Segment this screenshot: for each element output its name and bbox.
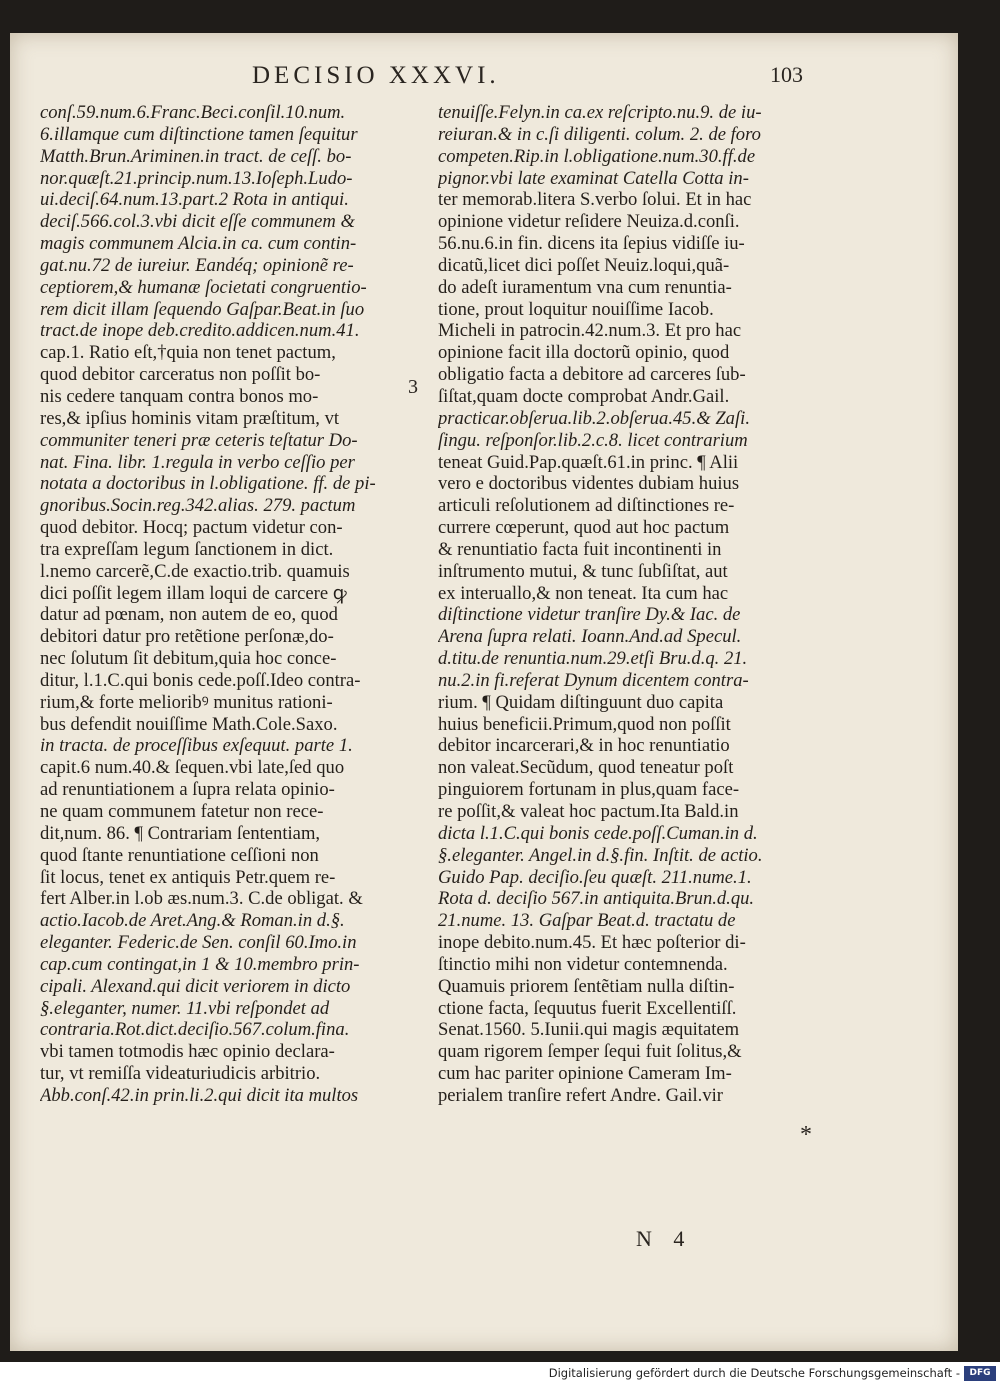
text-line: ne quam communem fatetur non rece- [40, 801, 324, 822]
text-line: 21.nume. 13. Gaſpar Beat.d. tractatu de [438, 910, 736, 932]
text-line: Quamuis priorem ſentẽtiam nulla diſtin- [438, 975, 735, 997]
text-line: fert Alber.in l.ob æs.num.3. C.de obligat. & [40, 888, 363, 910]
text-line: inſtrumento mutui, & tunc ſubſiſtat, aut [438, 560, 728, 582]
footer-bar [0, 1362, 1000, 1385]
text-line: quam rigorem ſemper ſequi fuit ſolitus,& [438, 1041, 742, 1063]
text-line: rem dicit illam ſequendo Gaſpar.Beat.in ſuo [40, 298, 365, 320]
text-line: teneat Guid.Pap.quæſt.61.in princ. ¶ Alii [438, 451, 739, 473]
text-line: obligatio facta a debitore ad carceres ſub- [438, 364, 746, 386]
text-line: articuli reſolutionem ad diſtinctiones re- [438, 495, 735, 517]
text-line: huius beneficii.Primum,quod non poſſit [438, 713, 731, 735]
text-line: ſit locus, tenet ex antiquis Petr.quem re- [40, 866, 336, 888]
text-line: Abb.conſ.42.in prin.li.2.qui dicit ita multos [40, 1084, 359, 1106]
text-line: cum hac pariter opinione Cameram Im- [438, 1063, 732, 1085]
text-line: & renuntiatio facta fuit incontinenti in [438, 538, 722, 560]
text-line: pinguiorem fortunam in plus,quam face- [438, 779, 740, 801]
text-line: dicta l.1.C.qui bonis cede.poſſ.Cuman.in d. [438, 822, 758, 844]
text-line: reiuran.& in c.ſi diligenti. colum. 2. de foro [438, 123, 761, 145]
text-line: magis communem Alcia.in ca. cum contin- [40, 233, 357, 255]
right-text-column [438, 102, 810, 1107]
text-line: nu.2.in fi.referat Dynum dicentem contra- [438, 669, 749, 691]
text-line: 56.nu.6.in fin. dicens ita ſepius vidiſſe iu- [438, 233, 745, 255]
text-line: Matth.Brun.Ariminen.in tract. de ceſſ. bo- [40, 145, 352, 167]
text-line: rium. ¶ Quidam diſtinguunt duo capita [438, 691, 724, 713]
text-line: nor.quæſt.21.princip.num.13.Ioſeph.Ludo- [40, 167, 353, 189]
text-line: ceptiorem,& humanæ ſocietati congruentio- [40, 276, 367, 298]
text-line: d.titu.de renuntia.num.29.etſi Bru.d.q. 21. [438, 648, 748, 670]
funding-notice: Digitalisierung gefördert durch die Deutsche Forschungsgemeinschaft - [548, 1366, 960, 1380]
text-line: Micheli in patrocin.42.num.3. Et pro hac [438, 320, 742, 342]
text-line: communiter teneri præ ceteris teſtatur Do- [40, 429, 358, 451]
asterisk-marker: * [800, 1122, 812, 1148]
text-line: inope debito.num.45. Et hæc poſterior di- [438, 932, 746, 954]
text-line: deciſ.566.col.3.vbi dicit eſſe communem & [40, 211, 355, 233]
text-line: vero e doctoribus videntes dubiam huius [438, 473, 740, 495]
text-line: gnoribus.Socin.reg.342.alias. 279. pactum [40, 495, 356, 517]
text-line: eleganter. Federic.de Sen. conſil 60.Imo.in [40, 932, 357, 954]
text-line: opinione videtur reſidere Neuiza.d.conſi. [438, 211, 740, 233]
text-line: pignor.vbi late examinat Catella Cotta in- [438, 167, 749, 189]
margin-note-marker: 3 [408, 376, 418, 398]
text-line: currere cœperunt, quod aut hoc pactum [438, 517, 730, 539]
text-line: contraria.Rot.dict.deciſio.567.colum.fina. [40, 1019, 350, 1041]
text-line: tenuiſſe.Felyn.in ca.ex reſcripto.nu.9. de iu- [438, 102, 762, 123]
text-line: ſingu. reſponſor.lib.2.c.8. licet contrarium [438, 429, 748, 451]
text-line: rium,& forte melioribꝰ munitus rationi- [40, 691, 333, 713]
text-line: ad renuntiationem a ſupra relata opinio- [40, 779, 335, 801]
text-line: vbi tamen totmodis hæc opinio declara- [40, 1041, 335, 1063]
text-line: cap.1. Ratio eſt,†quia non tenet pactum, [40, 342, 336, 364]
text-line: Arena ſupra relati. Ioann.And.ad Specul. [438, 626, 742, 648]
text-line: ter memorab.litera S.verbo ſolui. Et in hac [438, 189, 752, 211]
text-line: l.nemo carcerẽ,C.de exactio.trib. quamuis [40, 560, 350, 582]
text-line: 6.illamque cum diſtinctione tamen ſequitur [40, 123, 358, 145]
text-line: datur ad pœnam, non autem de eo, quod [40, 604, 338, 626]
text-line: perialem tranſire refert Andre. Gail.vir [438, 1084, 723, 1106]
text-line: re poſſit,& valeat hoc pactum.Ita Bald.in [438, 801, 739, 822]
text-line: quod ſtante renuntiatione ceſſioni non [40, 844, 319, 866]
text-line: nis cedere tanquam contra bonos mo- [40, 385, 319, 407]
text-line: capit.6 num.40.& ſequen.vbi late,ſed quo [40, 757, 345, 779]
text-line: do adeſt iuramentum vna cum renuntia- [438, 276, 732, 298]
text-line: ditur, l.1.C.qui bonis cede.poſſ.Ideo contra- [40, 669, 361, 691]
text-line: practicar.obſerua.lib.2.obſerua.45.& Zaſi. [438, 407, 750, 429]
text-line: dit,num. 86. ¶ Contrariam ſententiam, [40, 822, 321, 844]
text-line: ui.deciſ.64.num.13.part.2 Rota in antiqui. [40, 189, 349, 211]
text-line: opinione facit illa doctorũ opinio, quod [438, 342, 730, 364]
text-line: ſiſtat,quam docte comprobat Andr.Gail. [438, 385, 730, 407]
text-line: non valeat.Secũdum, quod teneatur poſt [438, 757, 734, 779]
text-line: debitori datur pro retẽtione perſonæ,do- [40, 626, 334, 648]
text-line: dici poſſit legem illam loqui de carcere ꝙ [40, 582, 347, 604]
text-line: Guido Pap. deciſio.ſeu quæſt. 211.nume.1. [438, 866, 752, 888]
text-line: gat.nu.72 de iureiur. Eandéq; opinionẽ re- [40, 254, 354, 276]
text-line: competen.Rip.in l.obligatione.num.30.ff.de [438, 145, 756, 167]
running-header: DECISIO XXXVI. [252, 62, 500, 89]
page-number: 103 [770, 62, 803, 87]
text-line: Rota d. deciſio 567.in antiquita.Brun.d.qu. [438, 888, 755, 910]
text-line: quod debitor carceratus non poſſit bo- [40, 364, 321, 386]
text-line: debitor incarcerari,& in hoc renuntiatio [438, 735, 730, 757]
text-line: §.eleganter, numer. 11.vbi reſpondet ad [40, 997, 330, 1019]
text-line: diſtinctione videtur tranſire Dy.& Iac. de [438, 604, 741, 626]
text-line: quod debitor. Hocq; pactum videtur con- [40, 517, 343, 539]
text-line: tione, prout loquitur nouiſſime Iacob. [438, 298, 714, 320]
text-line: §.eleganter. Angel.in d.§.fin. Inſtit. de actio. [438, 844, 763, 866]
text-line: res,& ipſius hominis vitam præſtitum, vt [40, 407, 340, 429]
text-line: ctione facta, ſequutus fuerit Excellentiſſ. [438, 997, 737, 1019]
text-line: in tracta. de proceſſibus exſequut. parte 1. [40, 735, 353, 757]
text-line: tract.de inope deb.credito.addicen.num.41. [40, 320, 360, 342]
text-line: tur, vt remiſſa videaturiudicis arbitrio. [40, 1063, 321, 1085]
text-line: nec ſolutum ſit debitum,quia hoc conce- [40, 648, 337, 670]
text-line: tra expreſſam legum ſanctionem in dict. [40, 538, 334, 560]
text-line: notata a doctoribus in l.obligatione. ff. de pi- [40, 473, 376, 495]
signature-mark: N 4 [636, 1226, 693, 1251]
text-line: nat. Fina. libr. 1.regula in verbo ceſſio per [40, 451, 355, 473]
text-line: bus defendit nouiſſime Math.Cole.Saxo. [40, 713, 338, 735]
text-line: actio.Iacob.de Aret.Ang.& Roman.in d.§. [40, 910, 345, 932]
text-line: dicatũ,licet dici poſſet Neuiz.loqui,quã- [438, 254, 730, 276]
text-line: ex interuallo,& non teneat. Ita cum hac [438, 582, 729, 604]
text-line: cipali. Alexand.qui dicit veriorem in dicto [40, 975, 351, 997]
dfg-logo-icon: DFG [964, 1366, 996, 1381]
text-line: cap.cum contingat,in 1 & 10.membro prin- [40, 953, 360, 975]
left-text-column [40, 102, 400, 1107]
text-line: Senat.1560. 5.Iunii.qui magis æquitatem [438, 1019, 740, 1041]
text-line: ſtinctio mihi non videtur contemnenda. [438, 953, 728, 975]
text-line: conſ.59.num.6.Franc.Beci.conſil.10.num. [40, 102, 346, 123]
